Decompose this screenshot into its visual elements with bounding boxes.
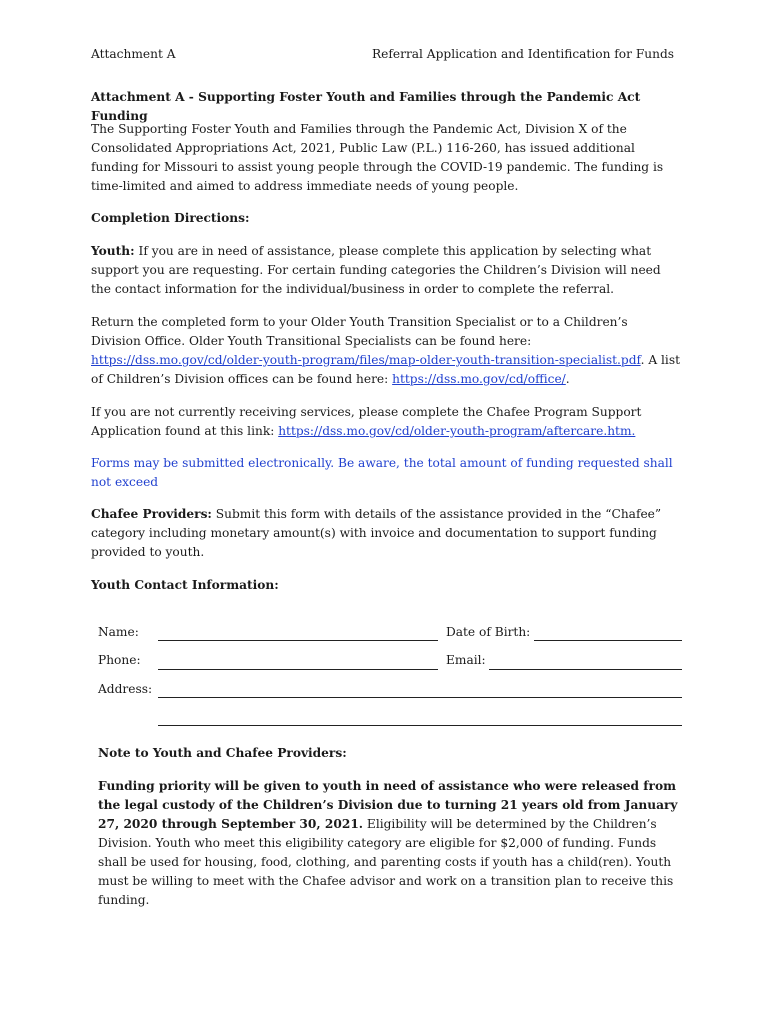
chafee-providers-paragraph <box>91 505 681 562</box>
office-list-link[interactable]: https://dss.mo.gov/cd/office/ <box>392 372 566 386</box>
return-paragraph <box>91 313 681 389</box>
note-bold-text: Funding priority will be given to youth in need of assistance who were released from the legal custody of the Children’s Division due to turning 21 years old from January 27, 2020 through September 30, 2021. <box>98 779 678 831</box>
chafee-providers-label: Chafee Providers: <box>91 507 212 521</box>
dob-field[interactable] <box>534 640 682 641</box>
youth-text: If you are in need of assistance, please complete this application by selecting what support you are requesting. For certain funding categories the Children’s Division will need the contact information for the individual/business in order to complete the referral. <box>91 244 661 296</box>
chafee-app-paragraph <box>91 403 681 441</box>
address-field-line-2[interactable] <box>158 725 682 726</box>
chafee-app-text: If you are not currently receiving services, please complete the Chafee Program Support Application found at this link: <box>91 405 642 438</box>
youth-paragraph <box>91 242 681 299</box>
address-label: Address: <box>98 682 153 696</box>
dob-label: Date of Birth: <box>446 625 531 639</box>
name-field[interactable] <box>158 640 438 641</box>
note-paragraph <box>98 777 684 910</box>
contact-heading: Youth Contact Information: <box>91 578 279 592</box>
intro-paragraph: The Supporting Foster Youth and Families through the Pandemic Act, Division X of the Consolidated Appropriations Act, 2021, Public Law (P.L.) 116-260, has issued additional funding for Missouri to assist young people through the COVID-19 pandemic. The funding is time-limited and aimed to address immediate needs of young people. <box>91 122 664 193</box>
chafee-providers-text: Submit this form with details of the assistance provided in the “Chafee” category including monetary amount(s) with invoice and documentation to support funding provided to youth. <box>91 507 662 559</box>
return-text-1: Return the completed form to your Older Youth Transition Specialist or to a Children’s Division Office. Older Youth Transitional Specialists can be found here: <box>91 315 628 348</box>
note-heading: Note to Youth and Chafee Providers: <box>98 746 347 760</box>
email-label: Email: <box>446 653 486 667</box>
header-right: Referral Application and Identification for Funds <box>372 47 675 61</box>
return-text-3: . <box>565 372 570 386</box>
return-text-2: . A list of Children’s Division offices can be found here: <box>91 353 680 386</box>
address-field-line-1[interactable] <box>158 697 682 698</box>
completion-heading: Completion Directions: <box>91 211 250 225</box>
specialist-map-link[interactable]: https://dss.mo.gov/cd/older-youth-program/files/map-older-youth-transition-specialist.pdf <box>91 353 641 367</box>
note-text: Eligibility will be determined by the Children’s Division. Youth who meet this eligibility category are eligible for $2,000 of funding. Funds shall be used for housing, food, clothing, and parenting costs if youth has a child(ren). Youth must be willing to meet with the Chafee advisor and work on a transition plan to receive this funding. <box>98 817 674 907</box>
phone-field[interactable] <box>158 669 438 670</box>
document-title: Attachment A - Supporting Foster Youth and Families through the Pandemic Act Funding <box>91 90 641 123</box>
youth-label: Youth: <box>91 244 135 258</box>
name-label: Name: <box>98 625 139 639</box>
aftercare-link[interactable]: https://dss.mo.gov/cd/older-youth-program/aftercare.htm. <box>278 424 636 438</box>
electronic-note: Forms may be submitted electronically. Be aware, the total amount of funding requested shall not exceed <box>91 456 673 489</box>
email-field[interactable] <box>489 669 682 670</box>
header-left: Attachment A <box>91 47 176 61</box>
phone-label: Phone: <box>98 653 141 667</box>
